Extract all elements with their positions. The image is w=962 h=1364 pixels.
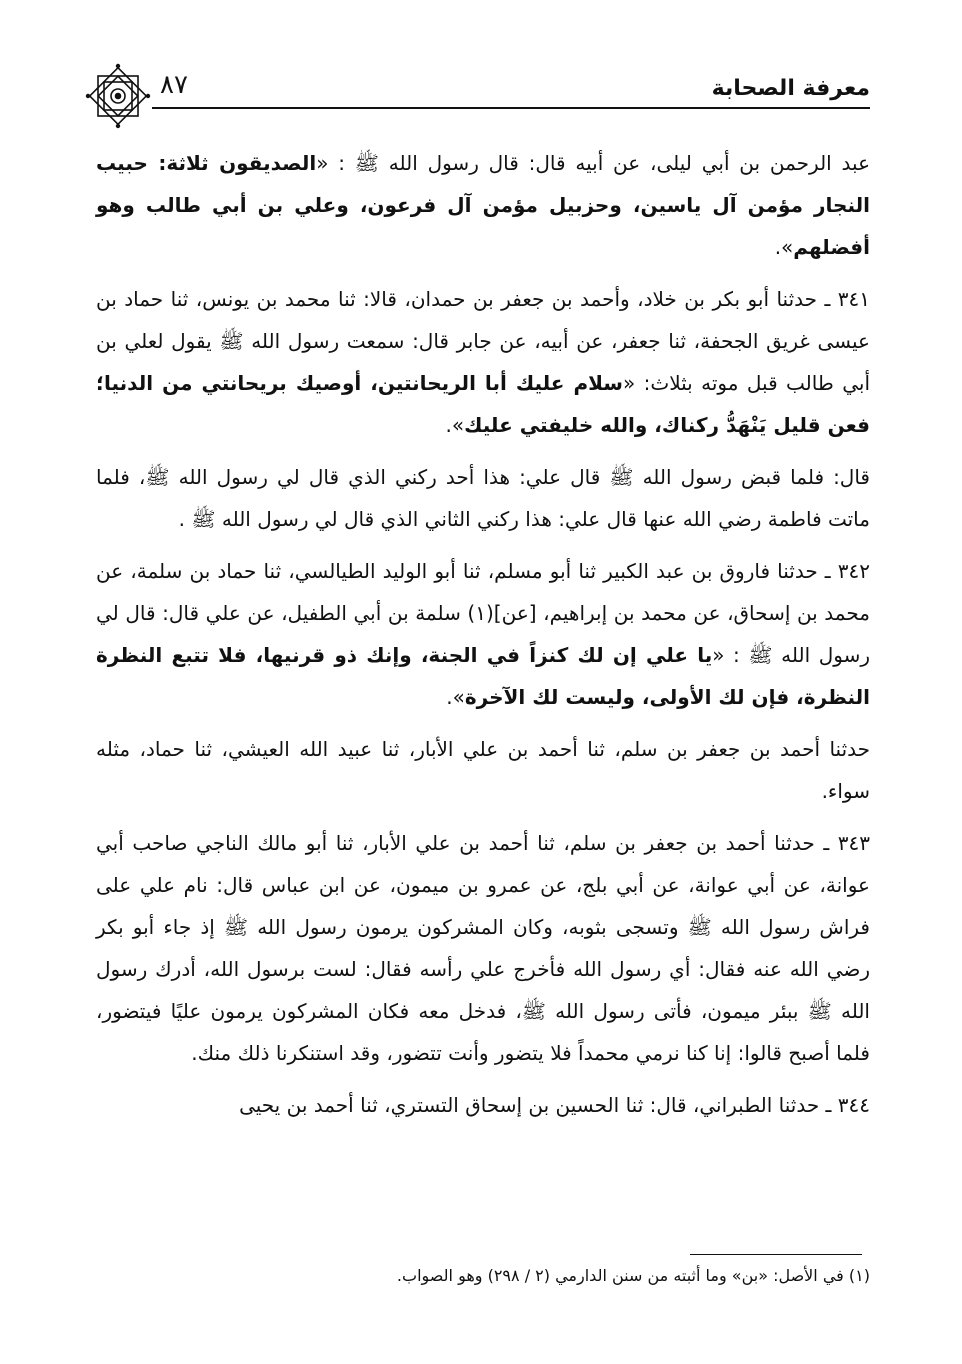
paragraph (96, 142, 870, 268)
paragraph-text: قال: فلما قبض رسول الله ﷺ قال علي: هذا أحد ركني الذي قال لي رسول الله ﷺ، فلما ماتت فاطمة رضي الله عنها قال علي: هذا ركني الثاني الذي قال لي رسول الله ﷺ . (96, 465, 870, 531)
header-rule (152, 107, 870, 109)
hadith-text: الصديقون ثلاثة: حبيب النجار مؤمن آل ياسين، وحزبيل مؤمن آل فرعون، وعلي بن أبي طالب وهو أفضلهم (96, 151, 870, 259)
paragraph (96, 1084, 870, 1126)
page-number: ٨٧ (160, 70, 188, 100)
book-title: معرفة الصحابة (711, 76, 870, 101)
paragraph-tail: ». (446, 685, 465, 709)
paragraph (96, 822, 870, 1074)
paragraph (96, 456, 870, 540)
geometric-star-ornament-icon (84, 62, 152, 130)
paragraph-text: ٣٤٤ ـ حدثنا الطبراني، قال: ثنا الحسين بن إسحاق التستري، ثنا أحمد بن يحيى (239, 1093, 870, 1117)
paragraph-text: ٣٤٣ ـ حدثنا أحمد بن جعفر بن سلم، ثنا أحمد بن علي الأبار، ثنا أبو مالك الناجي صاحب أبي عوانة، عن أبي عوانة، عن أبي بلج، عن عمرو بن ميمون، عن ابن عباس قال: نام علي على فراش رسول الله ﷺ وتسجى بثوبه، وكان المشركون يرمون رسول الله ﷺ إذ جاء أبو بكر رضي الله عنه فقال: أي رسول الله فأخرج علي رأسه فقال: لست برسول الله، أدرك رسول الله ﷺ ببئر ميمون، فأتى رسول الله ﷺ، فدخل معه فكان المشركون يرمون عليًا فيتضور، فلما أصبح قالوا: إنا كنا نرمي محمداً فلا يتضور وأنت تتضور، وقد استنكرنا ذلك منك. (96, 831, 870, 1065)
paragraph (96, 728, 870, 812)
paragraph-tail: ». (774, 235, 794, 259)
paragraph (96, 278, 870, 446)
paragraph-text: حدثنا أحمد بن جعفر بن سلم، ثنا أحمد بن علي الأبار، ثنا عبيد الله العيشي، ثنا حماد، مثله سواء. (96, 737, 870, 803)
paragraph-text: ٣٤٢ ـ حدثنا فاروق بن عبد الكبير ثنا أبو مسلم، ثنا أبو الوليد الطيالسي، ثنا حماد بن سلمة، عن محمد بن إسحاق، عن محمد بن إبراهيم، [عن](١) سلمة بن أبي الطفيل، عن علي قال: قال لي رسول الله ﷺ : « (96, 559, 870, 667)
main-text (96, 142, 870, 1136)
paragraph-tail: ». (445, 413, 465, 437)
footnote: (١) في الأصل: «بن» وما أثبته من سنن الدارمي (٢ / ٢٩٨) وهو الصواب. (396, 1266, 870, 1285)
hadith-text: يا علي إن لك كنزاً في الجنة، وإنك ذو قرنيها، فلا تتبع النظرة النظرة، فإن لك الأولى، وليست لك الآخرة (96, 643, 870, 709)
paragraph-text: ٣٤١ ـ حدثنا أبو بكر بن خلاد، وأحمد بن جعفر بن حمدان، قالا: ثنا محمد بن يونس، ثنا حماد بن عيسى غريق الجحفة، ثنا جعفر، عن أبيه، عن جابر قال: سمعت رسول الله ﷺ يقول لعلي بن أبي طالب قبل موته بثلاث: « (96, 287, 870, 395)
hadith-text: سلام عليك أبا الريحانتين، أوصيك بريحانتي من الدنيا؛ فعن قليل يَنْهَدُّ ركناك، والله خليفتي عليك (96, 371, 870, 437)
footnote-rule (690, 1254, 862, 1255)
page-header (80, 60, 870, 110)
paragraph (96, 550, 870, 718)
paragraph-text: عبد الرحمن بن أبي ليلى، عن أبيه قال: قال رسول الله ﷺ : « (316, 151, 871, 175)
